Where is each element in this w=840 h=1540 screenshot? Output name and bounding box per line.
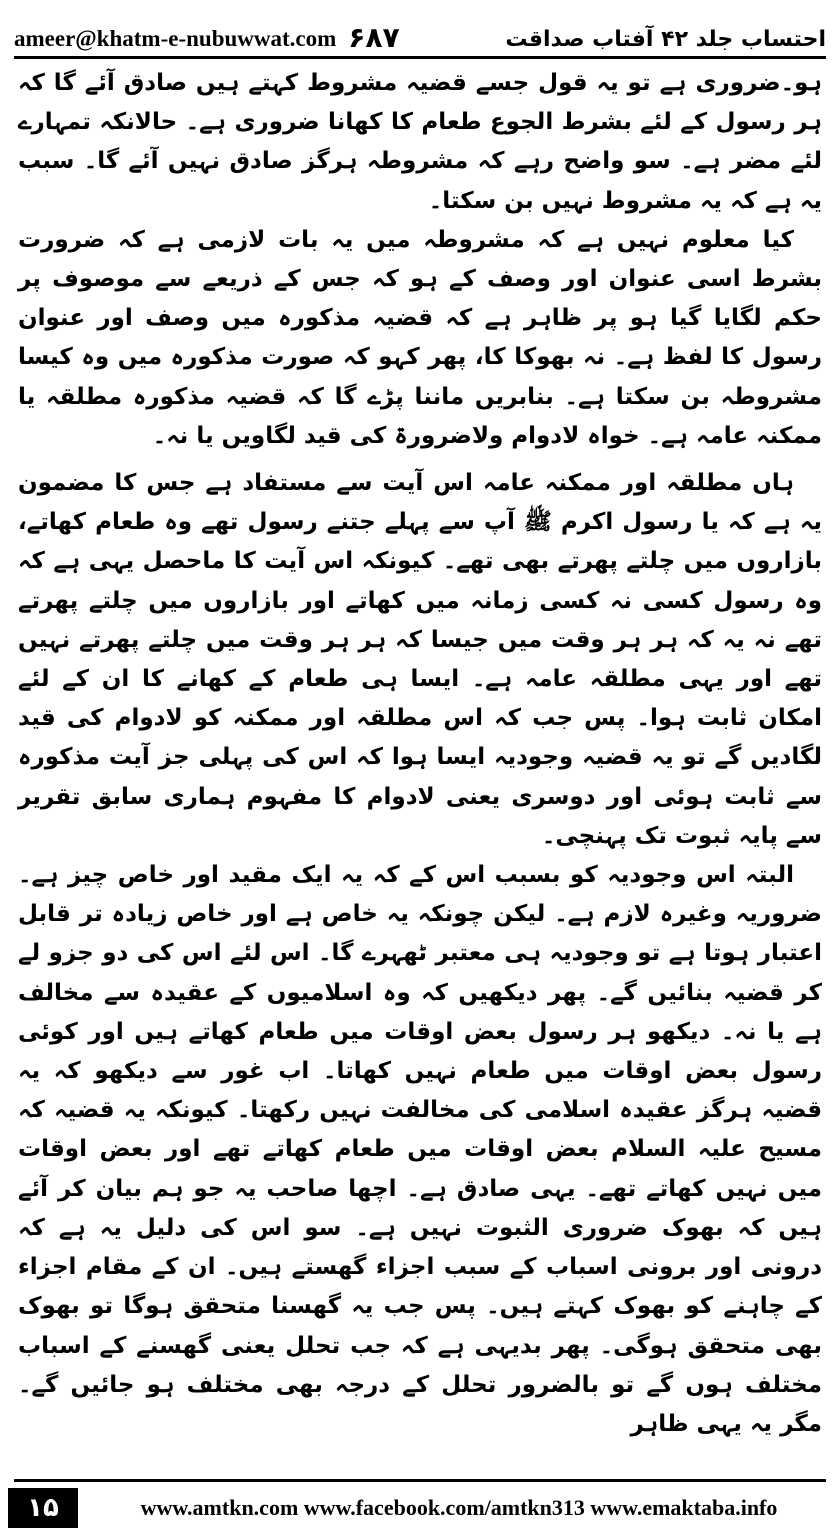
volume-number: ۱۵ [27,1493,59,1523]
running-title: احتساب جلد ۴۲ آفتاب صداقت [505,27,826,52]
footer-websites: www.amtkn.com www.facebook.com/amtkn313 www.emaktaba.info [140,1495,778,1520]
page-number: ۶۸۷ [348,21,400,54]
paragraph-4: البتہ اس وجودیہ کو بسبب اس کے کہ یہ ایک مقید اور خاص چیز ہے۔ ضروریہ وغیرہ لازم ہے۔ لیکن چونکہ یہ خاص ہے اور خاص زیادہ تر قابل اعتبار ہوتا ہے تو وجودیہ ہی معتبر ٹھہرے گا۔ اس لئے اس کی دو جزو لے کر قضیہ بنائیں گے۔ پھر دیکھیں کہ وہ اسلامیوں کے عقیدہ سے مخالف ہے یا نہ۔ دیکھو ہر رسول بعض اوقات میں طعام کھاتے ہیں اور کوئی رسول بعض اوقات میں طعام نہیں کھاتا۔ اب غور سے دیکھو کہ یہ قضیہ ہرگز عقیدہ اسلامی کی مخالفت نہیں رکھتا۔ کیونکہ یہ قضیہ کہ مسیح علیہ السلام بعض اوقات میں طعام کھاتے تھے اور بعض اوقات میں نہیں کھاتے تھے۔ یہی صادق ہے۔ اچھا صاحب یہ جو ہم بیان کر آئے ہیں کہ بھوک ضروری الثبوت نہیں ہے۔ سو اس کی دلیل یہ ہے کہ درونی اور برونی اسباب کے سبب اجزاء گھستے ہیں۔ ان کے مقام اجزاء کے چاہنے کو بھوک کہتے ہیں۔ پس جب یہ گھسنا متحقق ہوگا تو بھوک بھی متحقق ہوگی۔ پھر بدیہی ہے کہ جب تحلل یعنی گھسنے کے اسباب مختلف ہوں گے تو بالضرور تحلل کے درجہ بھی مختلف ہو جائیں گے۔ مگر یہ یہی ظاہر [18,862,822,1437]
page-footer [0,1488,840,1528]
header-rule [14,56,826,59]
page-header [14,14,826,52]
paragraph-2: کیا معلوم نہیں ہے کہ مشروطہ میں یہ بات لازمی ہے کہ ضرورت بشرط اسی عنوان اور وصف کے ہو کہ جس کے ذریعے سے موصوف پر حکم لگایا گیا ہو پر ظاہر ہے کہ قضیہ مذکورہ میں وصف اور عنوان رسول کا لفظ ہے۔ نہ بھوکا کا، پھر کہو کہ صورت مذکورہ میں وہ کیسا مشروطہ بن سکتا ہے۔ بنابریں ماننا پڑے گا کہ قضیہ مذکورہ مطلقہ یا ممکنہ عامہ ہے۔ خواہ لادوام ولاضرورۃ کی قید لگاویں یا نہ۔ [18,226,822,449]
paragraph-3: ہاں مطلقہ اور ممکنہ عامہ اس آیت سے مستفاد ہے جس کا مضمون یہ ہے کہ یا رسول اکرم ﷺ آپ سے پہلے جتنے رسول تھے وہ طعام کھاتے، بازاروں میں چلتے پھرتے بھی تھے۔ کیونکہ اس آیت کا ماحصل یہی ہے کہ وہ رسول کسی نہ کسی زمانہ میں کھاتے اور بازاروں میں چلتے پھرتے تھے نہ یہ کہ ہر ہر وقت میں جیسا کہ ہر ہر وقت میں چلتے پھرتے نہیں تھے اور یہی مطلقہ عامہ ہے۔ ایسا ہی طعام کے کھانے کا ان کے لئے امکان ثابت ہوا۔ پس جب کہ اس مطلقہ اور ممکنہ کو لادوام کی قید لگادیں گے تو یہ قضیہ وجودیہ ایسا ہوا کہ اس کی پہلی جز آیت مذکورہ سے ثابت ہوئی اور دوسری یعنی لادوام کا مفہوم ہماری سابق تقریر سے پایہ ثبوت تک پہنچی۔ [18,470,822,849]
header-email: ameer@khatm-e-nubuwwat.com [14,26,337,51]
volume-number-box [8,1488,78,1528]
page-body [18,64,822,1454]
header-left [14,21,400,54]
paragraph-1: ہو۔ضروری ہے تو یہ قول جسے قضیہ مشروط کہتے ہیں صادق آئے گا کہ ہر رسول کے لئے بشرط الجوع طعام کا کھانا ضروری ہے۔ حالانکہ تمہارے لئے مضر ہے۔ سو واضح رہے کہ مشروطہ ہرگز صادق نہیں آئے گا۔ سبب یہ ہے کہ یہ مشروط نہیں بن سکتا۔ [18,70,822,214]
footer-rule [14,1479,826,1482]
